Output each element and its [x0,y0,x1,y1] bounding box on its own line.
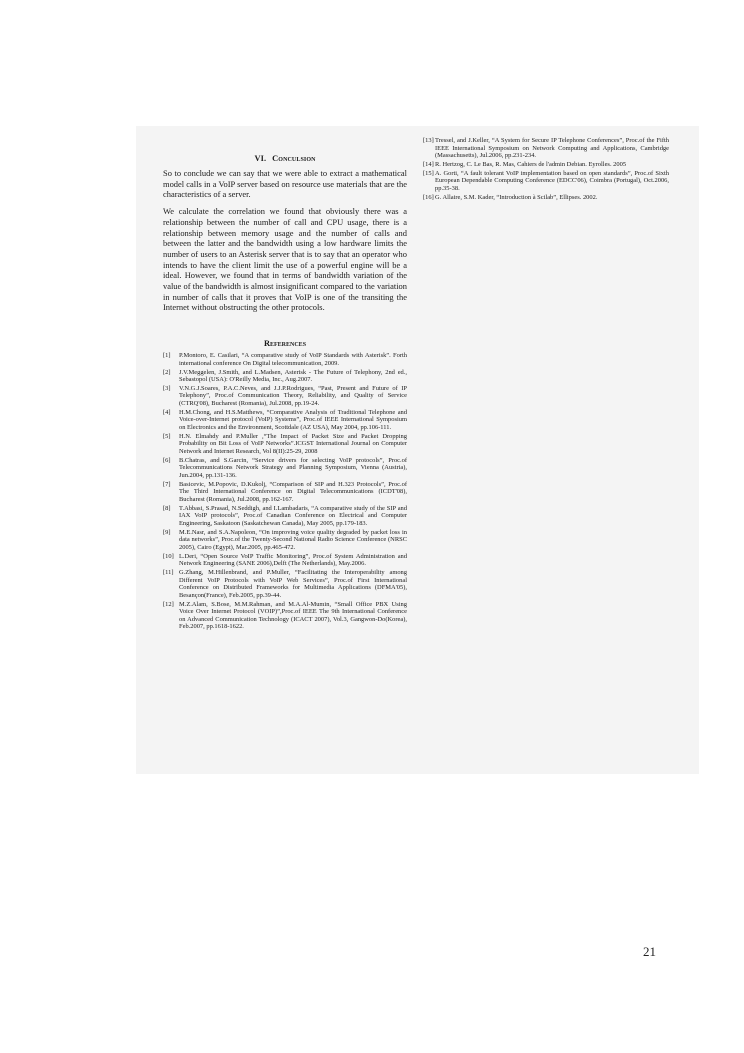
reference-text: Basicevic, M.Popovic, D.Kukolj, “Comparison of SIP and H.323 Protocols”, Proc.of The Third International Conference on Digital Telecommunications (ICDT'08), Bucharest (Romania), Jul.2008, pp.162-167. [179,480,407,503]
conclusion-section-number: VI. [254,154,267,163]
reference-number: [7] [163,480,171,488]
reference-number: [2] [163,368,171,376]
conclusion-paragraph: So to conclude we can say that we were able to extract a mathematical model calls in a VoIP server based on resource use materials that are the characteristics of a server. [163,168,407,200]
reference-text: H.N. Elmahdy and P.Muller ,“The Impact of Packet Size and Packet Dropping Probability on Bit Loss of VoIP Networks”.ICGST International Journal on Computer Network and Internet Research, Vol 8(II):25-29, 2008 [179,432,407,456]
reference-item [423,161,669,169]
reference-item [163,601,407,631]
reference-item [163,529,407,552]
references-heading: References [263,339,307,349]
reference-number: [9] [163,528,171,536]
reference-number: [10] [163,552,174,560]
reference-text: H.M.Chong, and H.S.Matthews, “Comparative Analysis of Traditional Telephone and Voice-over-Internet protocol (VoIP) Systems”, Proc.of IEEE International Symposium on Electronics and the Environment, Scottdale (AZ USA), May 2004, pp.106-111. [179,408,407,432]
conclusion-heading [163,154,407,163]
reference-number: [5] [163,432,171,440]
reference-item [163,481,407,504]
conclusion-paragraph: We calculate the correlation we found that obviously there was a relationship between the number of call and CPU usage, there is a relationship between memory usage and the number of calls and between the latter and the bandwidth using a low hardware limits the number of users to an Asterisk server that is to say that an operator who intends to have the client limit the use of a powerful engine will be a ideal. However, we found that in terms of bandwidth variation of the value of the bandwidth is almost insignificant compared to the variation in number of calls that it proves that VoIP is one of the transiting the Internet without obstructing the other protocols. [163,206,407,313]
reference-text: Tressel, and J.Keller, “A System for Secure IP Telephone Conferences”, Proc.of the Fifth IEEE International Symposium on Network Computing and Applications, Cambridge (Massachusetts), Jul.2006, pp.231-234. [435,137,669,160]
right-column [423,137,669,203]
conclusion-section-title: Conculsion [272,154,316,163]
left-column [163,154,407,632]
reference-text: R. Hertzog, C. Le Bas, R. Mas, Cahiers de l'admin Debian. Eyrolles. 2005 [435,160,627,168]
reference-text: P.Montoro, E. Casilari, “A comparative study of VoIP Standards with Asterisk”. Forth international conference On Digital telecommunication, 2009. [179,352,407,367]
reference-text: T.Abbasi, S.Prasad, N.Seddigh, and I.Lambadaris, “A comparative study of the SIP and IAX VoIP protocols”, Proc.of Canadian Conference on Electrical and Computer Engineering, Saskatoon (Saskatchewan Canada), May 2005, pp.179-183. [179,504,407,527]
reference-item [423,194,669,202]
reference-number: [6] [163,456,171,464]
reference-number: [8] [163,504,171,512]
reference-item [163,505,407,528]
references-list-right [423,137,669,201]
reference-item [163,433,407,456]
reference-text: J.V.Meggelen, J.Smith, and L.Madsen, Asterisk - The Future of Telephony, 2nd ed., Sebastopol (USA): O'Reilly Media, Inc., Aug.2007. [179,368,407,384]
reference-item [163,385,407,408]
reference-item [163,409,407,432]
reference-number: [11] [163,569,174,577]
reference-number: [4] [163,408,171,416]
reference-text: A. Gorti, “A fault tolerant VoIP implementation based on open standards”, Proc.of Sixth European Dependable Computing Conference (EDCC'06), Coimbra (Portugal), Oct.2006, pp.35-38. [435,169,669,192]
references-list-left [163,352,407,631]
reference-item [423,137,669,160]
reference-number: [12] [163,600,174,608]
reference-number: [14] [423,160,434,168]
reference-text: M.Z.Alam, S.Bose, M.M.Rahman, and M.A.Al-Mumin, “Small Office PBX Using Voice Over Internet Protocol (VOIP)”,Proc.of IEEE The 9th International Conference on Advanced Communication Technology (ICACT 2007), Vol.3, Gangwon-Do(Korea), Feb.2007, pp.1618-1622. [179,600,407,631]
reference-item [163,352,407,367]
reference-item [163,457,407,480]
reference-number: [15] [423,169,434,177]
reference-text: G.Zhang, M.Hillenbrand, and P.Muller, “Facilitating the Interoperability among Different VoIP Protocols with VoIP Web Services”, Proc.of First International Conference on Distributed Frameworks for Multimedia Applications (DFMA'05), Besançon(France), Feb.2005, pp.39-44. [179,569,407,599]
reference-item [163,569,407,599]
page-number: 21 [643,944,656,959]
reference-number: [3] [163,384,171,392]
reference-text: M.E.Nasr, and S.A.Napoleon, “On improving voice quality degraded by packet loss in data networks”, Proc.of the Twenty-Second National Radio Science Conference (NRSC 2005), Cairo (Egypt), Mar.2005, pp.465-472. [179,528,407,551]
reference-number: [16] [423,193,434,201]
reference-text: L.Deri, “Open Source VoIP Traffic Monitoring”, Proc.of System Administration and Network Engineering (SANE 2006),Delft (The Netherlands), May.2006. [179,552,407,568]
reference-text: G. Allaire, S.M. Kader, “Introduction à Scilab”, Ellipses. 2002. [435,193,598,201]
reference-item [423,170,669,193]
reference-item [163,369,407,384]
reference-text: B.Chatras, and S.Garcin, “Service drivers for selecting VoIP protocols”, Proc.of Telecommunications Network Strategy and Planning Symposium, Vienna (Austria), Jun.2004, pp.131-136. [179,456,407,479]
reference-item [163,553,407,568]
reference-number: [1] [163,352,171,360]
reference-number: [13] [423,137,434,144]
reference-text: V.N.G.J.Soares, P.A.C.Neves, and J.J.P.Rodrigues, “Past, Present and Future of IP Telephony”, Proc.of Communication Theory, Reliability, and Quality of Service (CTRQ'08), Bucharest (Romania), Jul.2008, pp.19-24. [179,384,407,408]
